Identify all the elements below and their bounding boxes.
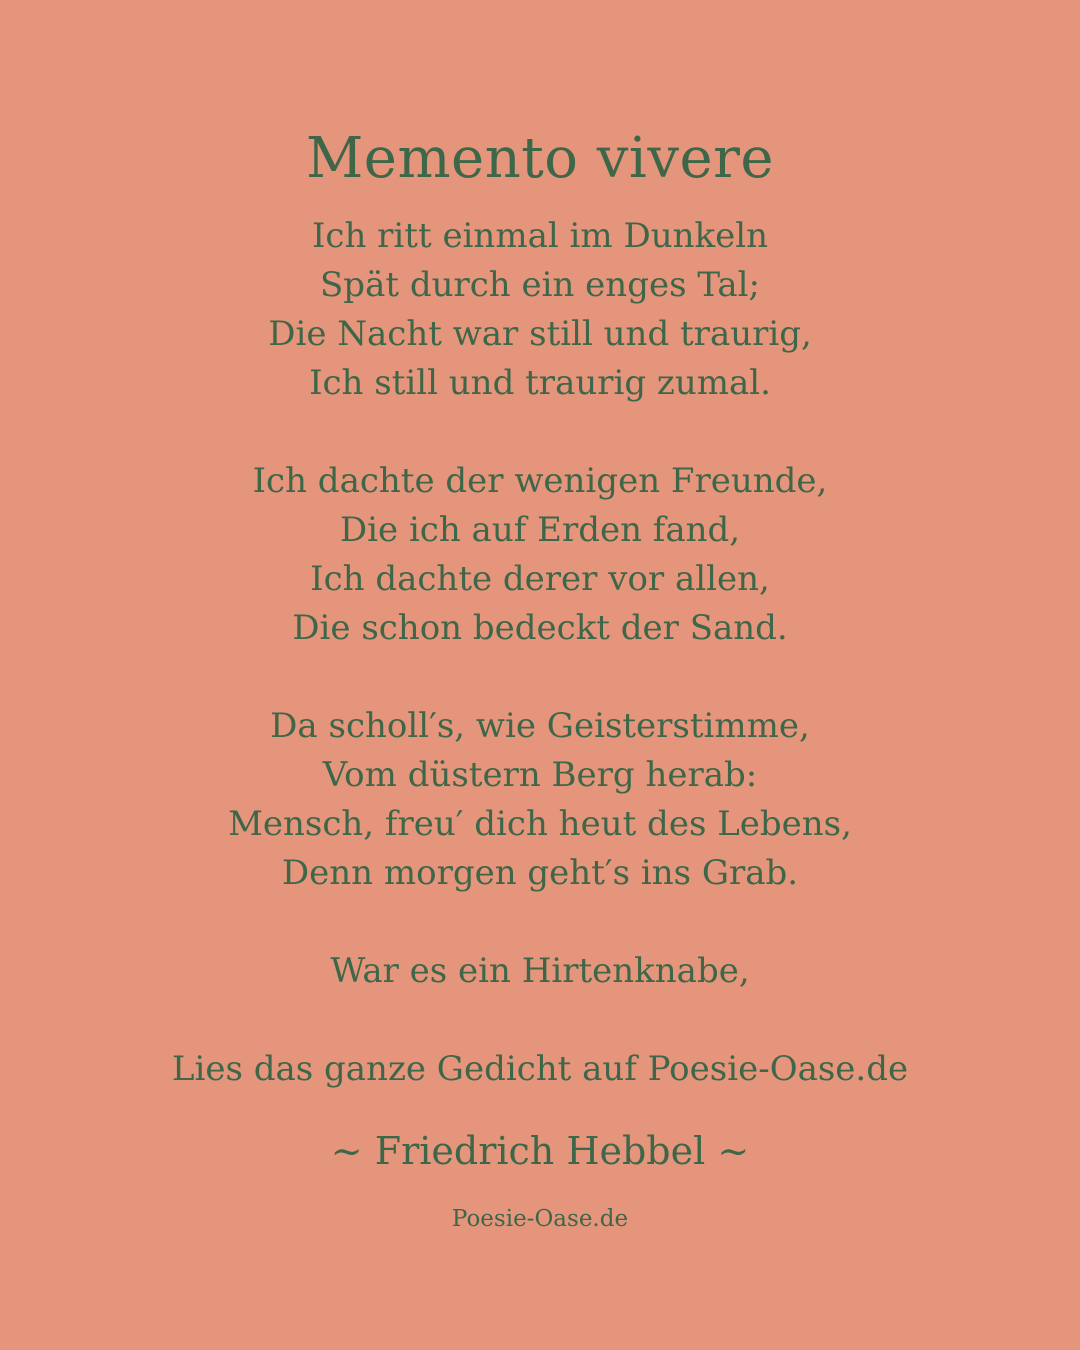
- poem-line: Ich still und traurig zumal.: [309, 363, 771, 403]
- poem-line: War es ein Hirtenknabe,: [330, 951, 750, 991]
- poem-line: Spät durch ein enges Tal;: [320, 265, 760, 305]
- poem-line: Die Nacht war still und traurig,: [268, 314, 812, 354]
- poem-line: Vom düstern Berg herab:: [322, 755, 758, 795]
- stanza-3: [0, 702, 1080, 898]
- read-full-poem-text: Lies das ganze Gedicht auf Poesie-Oase.de: [171, 1049, 909, 1089]
- poem-line: Ich dachte derer vor allen,: [310, 559, 770, 599]
- poem-line: Ich ritt einmal im Dunkeln: [312, 216, 768, 256]
- stanza-2: [0, 457, 1080, 653]
- stanza-4: [0, 947, 1080, 996]
- poem-line: Die schon bedeckt der Sand.: [292, 608, 788, 648]
- site-watermark: Poesie-Oase.de: [451, 1206, 629, 1232]
- poem-line: Die ich auf Erden fand,: [339, 510, 741, 550]
- poem-line: Da scholl′s, wie Geisterstimme,: [270, 706, 810, 746]
- poem-line: Ich dachte der wenigen Freunde,: [252, 461, 828, 501]
- poem-line: Denn morgen geht′s ins Grab.: [281, 853, 799, 893]
- poem-line: Mensch, freu′ dich heut des Lebens,: [228, 804, 852, 844]
- author-name: ~ Friedrich Hebbel ~: [330, 1129, 750, 1173]
- poem-title: Memento vivere: [305, 126, 775, 191]
- stanza-1: [0, 212, 1080, 408]
